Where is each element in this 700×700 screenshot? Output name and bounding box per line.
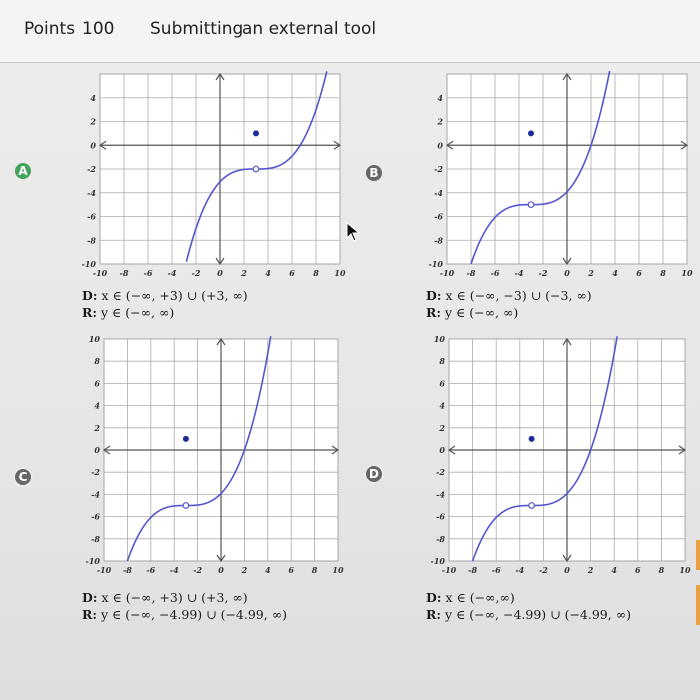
range-label: R: [82, 305, 98, 320]
x-tick-label: -8 [122, 565, 132, 575]
y-tick-label: -6 [434, 211, 443, 222]
y-tick-label: 8 [94, 356, 100, 367]
x-tick-label: -6 [146, 565, 156, 575]
x-tick-label: 10 [334, 268, 346, 278]
y-tick-label: -4 [436, 489, 445, 500]
option-c-letter: C [18, 470, 28, 484]
x-tick-label: 8 [313, 268, 319, 278]
x-tick-label: 8 [311, 565, 318, 575]
x-tick-label: 6 [289, 268, 295, 278]
assignment-header [0, 0, 700, 63]
x-tick-label: -2 [538, 565, 548, 575]
x-tick-label: -8 [468, 565, 478, 575]
x-tick-label: -6 [143, 268, 153, 278]
range-label: R: [426, 607, 442, 622]
x-tick-label: 4 [611, 565, 617, 575]
points-label: Points [24, 19, 76, 39]
range-label: R: [426, 305, 442, 320]
option-c-domain-range [82, 589, 287, 623]
option-d-letter: D [369, 467, 379, 481]
x-tick-label: 4 [265, 565, 271, 575]
x-tick-label: 10 [681, 268, 693, 278]
x-tick-label: 2 [241, 565, 248, 575]
x-tick-label: 10 [332, 565, 344, 575]
option-b-domain-range [426, 287, 592, 321]
range-text: y ∈ (−∞, ∞) [101, 305, 175, 320]
graph-svg [425, 333, 700, 579]
option-d-domain-range [426, 589, 631, 623]
y-tick-label: -6 [91, 511, 100, 522]
x-tick-label: -8 [119, 268, 129, 278]
y-tick-label: 4 [94, 400, 100, 411]
x-tick-label: -10 [92, 268, 108, 278]
y-tick-label: 10 [88, 334, 100, 344]
open-point [528, 202, 534, 208]
y-tick-label: 0 [439, 445, 445, 455]
y-tick-label: 0 [94, 445, 100, 455]
mouse-cursor-icon [346, 222, 360, 242]
y-tick-label: 0 [90, 140, 96, 151]
y-tick-label: -8 [434, 235, 443, 246]
graph-svg [80, 68, 370, 282]
range-label: R: [82, 607, 98, 622]
y-tick-label: -10 [430, 556, 445, 566]
range-text: y ∈ (−∞, ∞) [445, 305, 519, 320]
x-tick-label: -4 [514, 268, 524, 278]
graph-option-c [80, 333, 370, 575]
x-tick-label: -6 [490, 268, 500, 278]
y-tick-label: 4 [439, 400, 445, 411]
x-tick-label: 0 [217, 268, 223, 278]
y-tick-label: 10 [433, 334, 445, 344]
x-tick-label: -4 [167, 268, 177, 278]
x-tick-label: 4 [265, 268, 271, 278]
submitting-value: an external tool [242, 19, 377, 39]
x-tick-label: -2 [193, 565, 203, 575]
x-tick-label: 6 [288, 565, 294, 575]
x-tick-label: -6 [491, 565, 501, 575]
x-tick-label: -10 [441, 565, 457, 575]
x-tick-label: -8 [466, 268, 476, 278]
y-tick-label: -10 [85, 556, 100, 566]
y-tick-label: 8 [439, 356, 445, 367]
option-a-letter: A [18, 164, 28, 178]
x-tick-label: -4 [169, 565, 179, 575]
x-tick-label: 2 [588, 268, 594, 278]
x-tick-label: 6 [635, 565, 641, 575]
y-tick-label: 2 [90, 116, 96, 127]
filled-point [183, 436, 189, 442]
y-tick-label: -2 [434, 164, 443, 174]
y-tick-label: -10 [81, 259, 96, 269]
y-tick-label: -2 [91, 467, 100, 478]
open-point [253, 166, 259, 172]
edge-highlight [696, 585, 700, 625]
y-tick-label: 6 [439, 378, 445, 389]
y-tick-label: 2 [437, 116, 443, 127]
x-tick-label: -10 [439, 268, 455, 278]
filled-point [253, 130, 259, 136]
domain-label: D: [426, 288, 442, 303]
y-tick-label: -4 [434, 187, 443, 198]
y-tick-label: -10 [428, 259, 443, 269]
edge-highlight [696, 540, 700, 570]
x-tick-label: 4 [612, 268, 618, 278]
filled-point [529, 436, 535, 442]
graph-option-d [425, 333, 700, 575]
open-point [529, 503, 535, 509]
domain-label: D: [426, 590, 442, 605]
points-value: 100 [82, 19, 115, 39]
y-tick-label: -8 [436, 533, 445, 544]
x-tick-label: 8 [658, 565, 665, 575]
submitting-label: Submitting [150, 19, 244, 39]
y-tick-label: -8 [87, 235, 96, 246]
graph-svg [80, 333, 370, 579]
x-tick-label: 8 [660, 268, 666, 278]
y-tick-label: -2 [436, 467, 445, 478]
x-tick-label: -2 [191, 268, 201, 278]
y-tick-label: 6 [94, 378, 100, 389]
x-tick-label: 0 [564, 565, 570, 575]
domain-text: x ∈ (−∞,∞) [445, 590, 515, 605]
option-c-radio[interactable] [13, 467, 33, 487]
option-a-domain-range [82, 287, 248, 321]
x-tick-label: 10 [679, 565, 691, 575]
filled-point [528, 130, 534, 136]
domain-label: D: [82, 590, 98, 605]
y-tick-label: -2 [87, 164, 96, 174]
y-tick-label: 4 [90, 92, 96, 103]
domain-label: D: [82, 288, 98, 303]
y-tick-label: -6 [87, 211, 96, 222]
graph-svg [425, 68, 700, 282]
x-tick-label: 2 [241, 268, 247, 278]
x-tick-label: -10 [96, 565, 112, 575]
range-text: y ∈ (−∞, −4.99) ∪ (−4.99, ∞) [445, 607, 631, 622]
option-a-radio[interactable] [13, 161, 33, 181]
domain-text: x ∈ (−∞, +3) ∪ (+3, ∞) [101, 590, 248, 605]
range-text: y ∈ (−∞, −4.99) ∪ (−4.99, ∞) [101, 607, 287, 622]
y-tick-label: 4 [437, 92, 443, 103]
y-tick-label: -8 [91, 533, 100, 544]
open-point [183, 503, 189, 509]
x-tick-label: 2 [587, 565, 594, 575]
x-tick-label: 0 [564, 268, 570, 278]
y-tick-label: -4 [91, 489, 100, 500]
graph-option-a [80, 68, 370, 288]
x-tick-label: 6 [636, 268, 642, 278]
graph-option-b [425, 68, 700, 288]
domain-text: x ∈ (−∞, +3) ∪ (+3, ∞) [101, 288, 248, 303]
x-tick-label: -2 [538, 268, 548, 278]
x-tick-label: -4 [515, 565, 525, 575]
y-tick-label: 2 [94, 422, 100, 433]
x-tick-label: 0 [218, 565, 224, 575]
y-tick-label: 0 [437, 140, 443, 151]
y-tick-label: -4 [87, 187, 96, 198]
option-b-letter: B [369, 166, 379, 180]
domain-text: x ∈ (−∞, −3) ∪ (−3, ∞) [445, 288, 592, 303]
y-tick-label: -6 [436, 511, 445, 522]
y-tick-label: 2 [439, 422, 445, 433]
